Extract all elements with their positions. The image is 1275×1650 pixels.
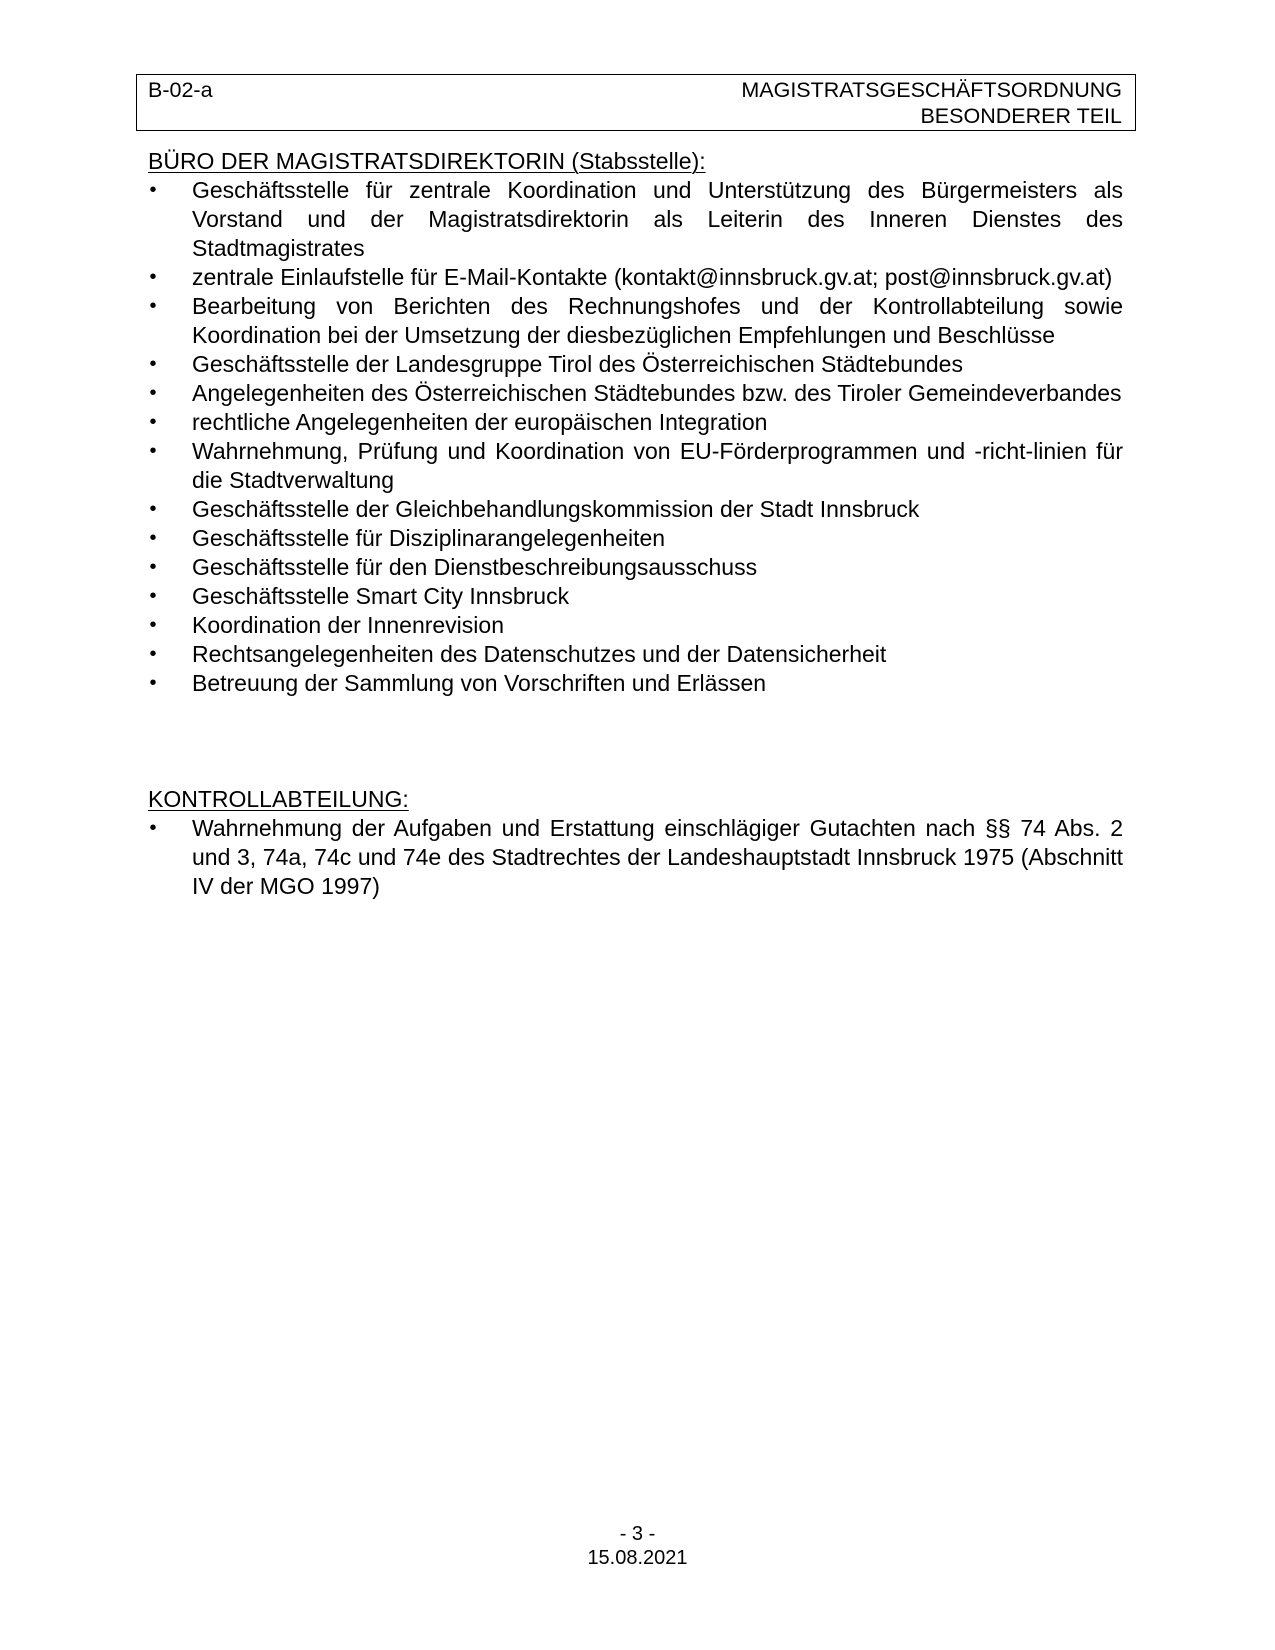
- document-code: B-02-a: [148, 78, 213, 102]
- list-item: [148, 350, 1123, 379]
- bullet-icon: •: [149, 614, 157, 636]
- list-item: [148, 669, 1123, 698]
- list-item-text: Geschäftsstelle für zentrale Koordination und Unterstützung des Bürgermeisters als Vorstand und der Magistratsdirektorin als Leiterin des Inneren Dienstes des Stadtmagistrates: [192, 177, 1123, 261]
- document-title: [741, 77, 1122, 129]
- list-item-text: Betreuung der Sammlung von Vorschriften und Erlässen: [192, 670, 767, 696]
- bullet-icon: •: [149, 527, 157, 549]
- list-item: [148, 611, 1123, 640]
- list-item: [148, 292, 1123, 350]
- list-item: [148, 379, 1123, 408]
- list-item: [148, 408, 1123, 437]
- list-item-text: Geschäftsstelle der Landesgruppe Tirol des Österreichischen Städtebundes: [192, 351, 963, 377]
- bullet-icon: •: [149, 382, 157, 404]
- list-item-text: Geschäftsstelle der Gleichbehandlungskommission der Stadt Innsbruck: [192, 496, 920, 522]
- page-header: [136, 74, 1136, 131]
- list-item-text: Wahrnehmung, Prüfung und Koordination von EU-Förderprogrammen und -richt-linien für die Stadtverwaltung: [192, 438, 1123, 493]
- bullet-list: [148, 176, 1123, 698]
- list-item-text: Geschäftsstelle Smart City Innsbruck: [192, 583, 570, 609]
- bullet-icon: •: [149, 295, 157, 317]
- section-heading: BÜRO DER MAGISTRATSDIREKTORIN (Stabsstelle):: [148, 148, 706, 174]
- bullet-icon: •: [149, 411, 157, 433]
- section-buero-magistratsdirektorin: [148, 147, 1123, 698]
- list-item-text: Geschäftsstelle für Disziplinarangelegenheiten: [192, 525, 666, 551]
- footer-date: 15.08.2021: [587, 1547, 688, 1569]
- section-kontrollabteilung: [148, 785, 1123, 901]
- bullet-icon: •: [149, 266, 157, 288]
- bullet-icon: •: [149, 179, 157, 201]
- list-item-text: zentrale Einlaufstelle für E-Mail-Kontakte (kontakt@innsbruck.gv.at; post@innsbruck.gv.at): [192, 264, 1113, 290]
- page-footer: [0, 1522, 1275, 1570]
- page-number: - 3 -: [619, 1523, 656, 1545]
- list-item: [148, 263, 1123, 292]
- bullet-list: [148, 814, 1123, 901]
- list-item-text: Geschäftsstelle für den Dienstbeschreibungsausschuss: [192, 554, 758, 580]
- bullet-icon: •: [149, 817, 157, 839]
- list-item-text: Rechtsangelegenheiten des Datenschutzes und der Datensicherheit: [192, 641, 887, 667]
- bullet-icon: •: [149, 353, 157, 375]
- list-item: [148, 553, 1123, 582]
- list-item-text: rechtliche Angelegenheiten der europäischen Integration: [192, 409, 768, 435]
- page-content: [148, 147, 1123, 901]
- list-item: [148, 176, 1123, 263]
- document-title-line-1: MAGISTRATSGESCHÄFTSORDNUNG: [741, 78, 1122, 102]
- bullet-icon: •: [149, 556, 157, 578]
- list-item-text: Bearbeitung von Berichten des Rechnungshofes und der Kontrollabteilung sowie Koordination bei der Umsetzung der diesbezüglichen Empfehlungen und Beschlüsse: [192, 293, 1123, 348]
- section-heading: KONTROLLABTEILUNG:: [148, 786, 409, 812]
- document-title-line-2: BESONDERER TEIL: [920, 104, 1122, 128]
- list-item-text: Koordination der Innenrevision: [192, 612, 504, 638]
- bullet-icon: •: [149, 643, 157, 665]
- list-item-text: Wahrnehmung der Aufgaben und Erstattung einschlägiger Gutachten nach §§ 74 Abs. 2 und 3, 74a, 74c und 74e des Stadtrechtes der Landeshauptstadt Innsbruck 1975 (Abschnitt IV der MGO 1997): [192, 815, 1123, 899]
- list-item: [148, 495, 1123, 524]
- section-spacer: [148, 698, 1123, 785]
- bullet-icon: •: [149, 440, 157, 462]
- list-item: [148, 814, 1123, 901]
- list-item: [148, 524, 1123, 553]
- list-item: [148, 582, 1123, 611]
- list-item-text: Angelegenheiten des Österreichischen Städtebundes bzw. des Tiroler Gemeindeverbandes: [192, 380, 1122, 406]
- bullet-icon: •: [149, 672, 157, 694]
- bullet-icon: •: [149, 585, 157, 607]
- list-item: [148, 437, 1123, 495]
- list-item: [148, 640, 1123, 669]
- bullet-icon: •: [149, 498, 157, 520]
